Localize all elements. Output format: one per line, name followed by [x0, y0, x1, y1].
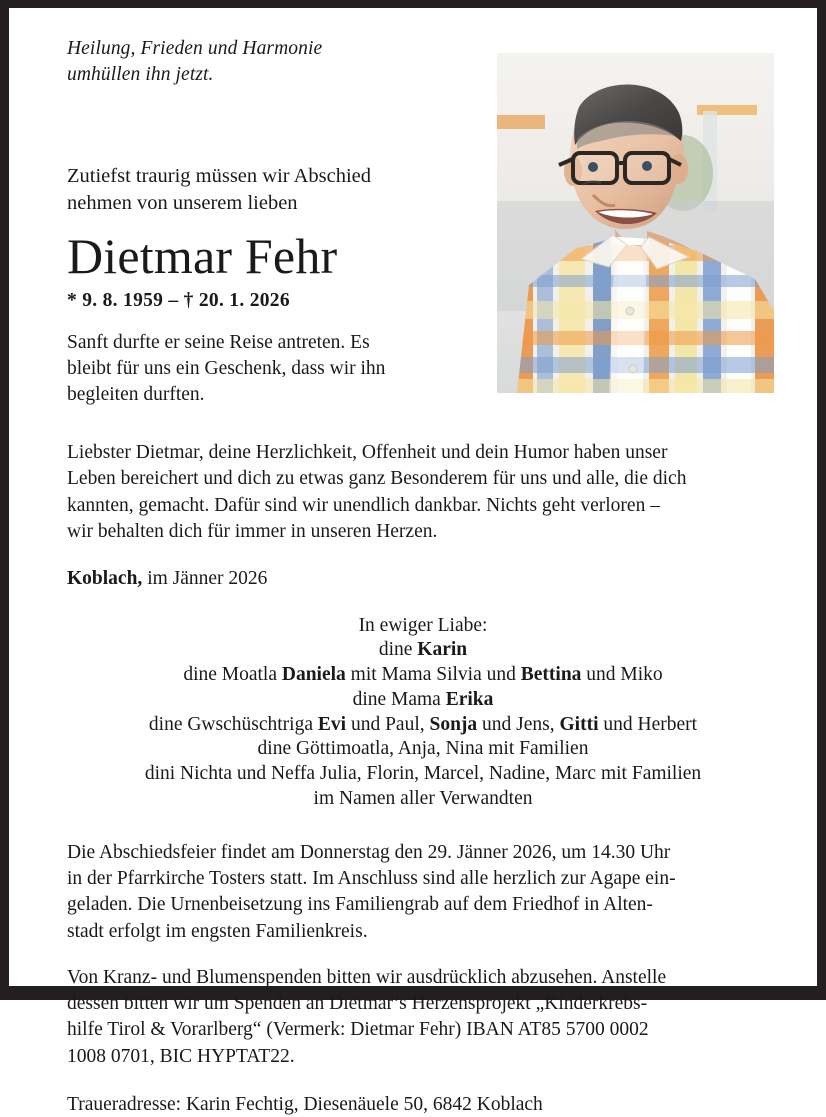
- family-name-bold: Gitti: [559, 713, 599, 735]
- family-text: und Miko: [581, 664, 663, 686]
- family-name-bold: Karin: [417, 639, 468, 661]
- farewell-line-1: Sanft durfte er seine Reise antreten. Es: [67, 331, 370, 353]
- ceremony-line-2: in der Pfarrkirche Tosters statt. Im Anschluss sind alle herzlich zur Agape ein-: [67, 867, 676, 889]
- place-month: im Jänner 2026: [142, 567, 268, 589]
- family-text: dine: [378, 639, 418, 661]
- donations-request: [67, 965, 779, 1070]
- family-text: dine Mama: [352, 688, 446, 710]
- donations-line-4: 1008 0701, BIC HYPTAT22.: [67, 1045, 295, 1067]
- family-text: dine Göttimoatla, Anja, Nina mit Familien: [257, 738, 589, 760]
- intro-line-2: nehmen von unserem lieben: [67, 192, 298, 215]
- ceremony-line-4: stadt erfolgt im engsten Familienkreis.: [67, 920, 368, 942]
- deceased-name: Dietmar Fehr: [67, 227, 338, 284]
- donations-line-3: hilfe Tirol & Vorarlberg“ (Vermerk: Dietmar Fehr) IBAN AT85 5700 0002: [67, 1019, 649, 1041]
- farewell-text: [67, 330, 469, 408]
- farewell-line-3: begleiten durften.: [67, 383, 205, 405]
- tribute-line-4: wir behalten dich für immer in unseren Herzen.: [67, 521, 438, 543]
- place-and-date: [67, 568, 779, 590]
- donations-line-2: dessen bitten wir um Spenden an Dietmar’s Herzensprojekt „Kinderkrebs-: [67, 993, 648, 1015]
- family-text: mit Mama Silvia und: [345, 664, 521, 686]
- portrait-photo: [497, 53, 774, 393]
- tribute-line-1: Liebster Dietmar, deine Herzlichkeit, Offenheit und dein Humor haben unser: [67, 441, 668, 463]
- family-lines: [67, 638, 779, 811]
- family-text: und Paul,: [346, 713, 430, 735]
- family-line: [67, 713, 779, 738]
- tribute-text: [67, 440, 779, 546]
- portrait-illustration: [497, 53, 774, 393]
- family-text: im Namen aller Verwandten: [313, 787, 533, 809]
- family-survivors-block: [67, 614, 779, 812]
- place-city: Koblach,: [67, 567, 143, 589]
- mourning-address: Traueradresse: Karin Fechtig, Diesenäuele 50, 6842 Koblach: [67, 1094, 543, 1116]
- family-line: [67, 762, 779, 787]
- donations-line-1: Von Kranz- und Blumenspenden bitten wir ausdrücklich abzusehen. Anstelle: [67, 966, 667, 988]
- tribute-line-2: Leben bereichert und dich zu etwas ganz Besonderem für uns und alle, die dich: [67, 468, 687, 490]
- tribute-line-3: kannten, gemacht. Dafür sind wir unendlich dankbar. Nichts geht verloren –: [67, 494, 660, 516]
- family-line: [67, 737, 779, 762]
- family-text: dine Gwschüschtriga: [148, 713, 318, 735]
- family-line: [67, 663, 779, 688]
- ceremony-line-3: geladen. Die Urnenbeisetzung ins Familiengrab auf dem Friedhof in Alten-: [67, 894, 653, 916]
- family-line: [67, 638, 779, 663]
- life-dates: * 9. 8. 1959 – † 20. 1. 2026: [67, 289, 290, 311]
- family-text: und Herbert: [598, 713, 698, 735]
- obituary-notice: [9, 8, 817, 1116]
- verse-line-2: umhüllen ihn jetzt.: [67, 63, 214, 85]
- verse-line-1: Heilung, Frieden und Harmonie: [67, 38, 323, 59]
- memorial-verse: [67, 36, 467, 87]
- ceremony-details: [67, 840, 779, 945]
- family-heading: In ewiger Liabe:: [358, 614, 488, 636]
- intro-line-1: Zutiefst traurig müssen wir Abschied: [67, 165, 372, 188]
- family-name-bold: Daniela: [281, 664, 346, 686]
- family-text: dine Moatla: [183, 664, 282, 686]
- family-name-bold: Sonja: [429, 713, 478, 735]
- family-name-bold: Bettina: [520, 664, 582, 686]
- family-line: [67, 688, 779, 713]
- family-line: [67, 787, 779, 812]
- family-name-bold: Erika: [445, 688, 494, 710]
- intro-text: [67, 87, 467, 216]
- family-text: dini Nichta und Neffa Julia, Florin, Marcel, Nadine, Marc mit Familien: [144, 763, 702, 785]
- family-text: und Jens,: [477, 713, 560, 735]
- farewell-line-2: bleibt für uns ein Geschenk, dass wir ihn: [67, 357, 386, 379]
- family-name-bold: Evi: [317, 713, 347, 735]
- ceremony-line-1: Die Abschiedsfeier findet am Donnerstag den 29. Jänner 2026, um 14.30 Uhr: [67, 841, 671, 863]
